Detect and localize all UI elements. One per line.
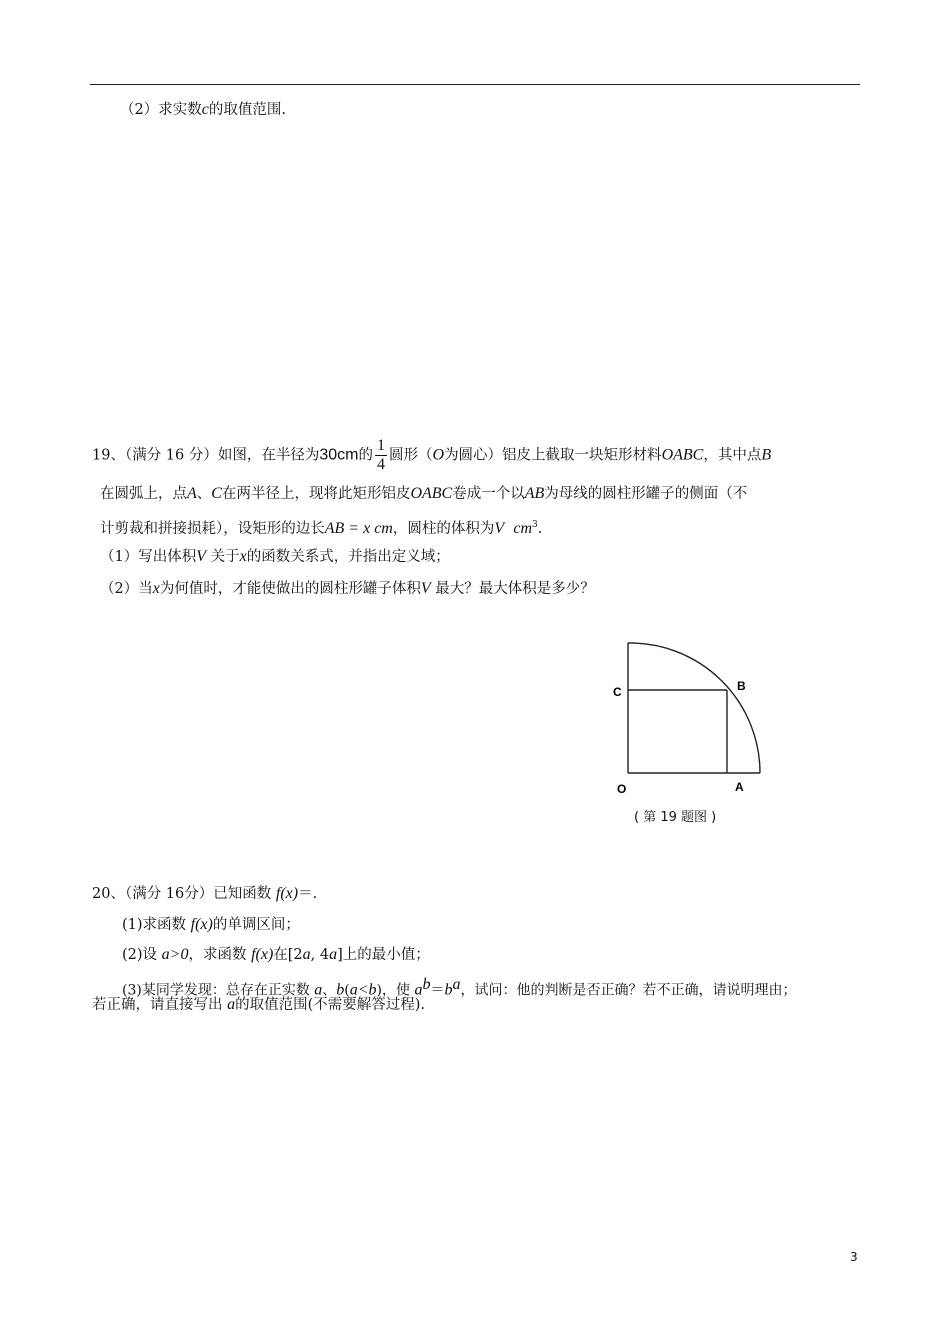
- figure-caption: ( 第 19 题图 ): [634, 810, 717, 825]
- header-rule: [90, 84, 860, 85]
- label-c: C: [613, 685, 622, 699]
- q19-part2: （2）当x为何值时，才能使做出的圆柱形罐子体积V 最大？最大体积是多少？: [100, 580, 595, 597]
- label-b: B: [737, 679, 746, 693]
- q19-line-1: 19、（满分 16 分）如图，在半径为30cm的 $\frac{1}{4}$ 圆形（O为圆心）铝皮上截取一块矩形材料OABC，其中点B: [92, 437, 772, 473]
- q20-part3: (3)某同学发现：总存在正实数 a、b(a<b)，使 $a^b=b^a$，试问：他的判断是否正确？若不正确，请说明理由；: [122, 976, 797, 999]
- arc: [628, 643, 760, 773]
- q20-part3-cont: 若正确，请直接写出 a的取值范围(不需要解答过程).: [92, 996, 426, 1013]
- quarter-circle-diagram: [605, 635, 775, 800]
- label-a: A: [735, 780, 744, 794]
- q19-line-3: 计剪裁和拼接损耗），设矩形的边长AB = x cm，圆柱的体积为V $cm^3$.: [100, 519, 543, 537]
- q20-part1: (1)求函数 f(x)的单调区间；: [122, 916, 300, 933]
- fraction-one-quarter: $\frac{1}{4}$: [377, 437, 385, 473]
- q19-part1: （1）写出体积V 关于x的函数关系式，并指出定义域；: [100, 548, 450, 565]
- q20-part2: (2)设 a>0，求函数 f(x)在[2a, 4a]上的最小值；: [122, 946, 430, 963]
- label-o: O: [617, 782, 627, 796]
- page-number: 3: [850, 1250, 858, 1264]
- q18-part2: （2）求实数c的取值范围.: [120, 101, 286, 118]
- q19-figure: [605, 635, 775, 804]
- q19-line-2: 在圆弧上，点A、C在两半径上，现将此矩形铝皮OABC卷成一个以AB为母线的圆柱形罐子的侧面（不: [100, 485, 748, 502]
- q20-line-1: 20、（满分 16分）已知函数 f(x)＝.: [92, 885, 318, 902]
